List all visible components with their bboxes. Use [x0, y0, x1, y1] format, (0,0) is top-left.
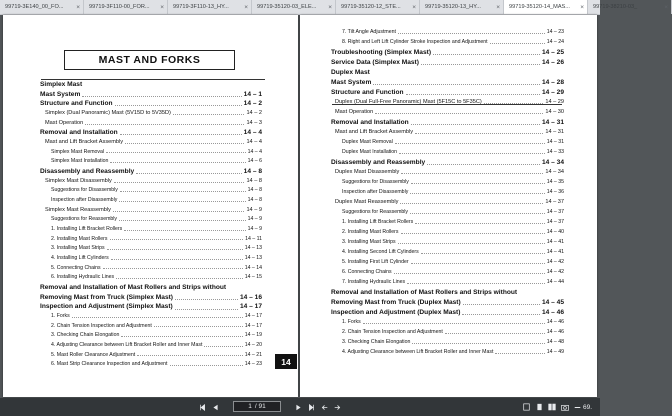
- toc-leader: [400, 202, 543, 204]
- toc-page-number: 14 – 19: [244, 332, 262, 339]
- toc-label: Troubleshooting (Simplex Mast): [331, 49, 432, 56]
- toc-entry[interactable]: [45, 140, 262, 146]
- toc-page-number: 14 – 45: [542, 299, 564, 306]
- toc-leader: [395, 142, 545, 144]
- toc-label: Suggestions for Disassembly: [51, 187, 118, 194]
- toc-page-number: 14 – 20: [244, 342, 262, 349]
- toc-leader: [415, 222, 544, 224]
- toc-page-number: 14 – 1: [243, 90, 262, 98]
- tab-document[interactable]: [84, 0, 168, 14]
- toc-label: 3. Installing Mast Strips: [51, 245, 105, 252]
- toc-label: 8. Right and Left Lift Cylinder Stroke Inspection and Adjustment: [342, 39, 488, 45]
- toc-label: Duplex Mast Removal: [342, 139, 393, 145]
- toc-page-number: 14 – 3: [246, 119, 262, 126]
- toc-leader: [375, 112, 543, 114]
- toc-leader: [110, 161, 245, 163]
- next-page-icon[interactable]: [292, 398, 304, 416]
- toc-leader: [119, 219, 246, 221]
- toc-leader: [85, 123, 244, 125]
- toc-entry[interactable]: [40, 101, 262, 108]
- close-icon[interactable]: ×: [496, 3, 500, 11]
- toc-leader: [113, 210, 245, 212]
- toc-label: 2. Chain Tension Inspection and Adjustment: [342, 329, 443, 335]
- page-number-field[interactable]: [233, 401, 281, 412]
- toc-page-number: 14 – 40: [546, 229, 564, 235]
- page-count: / 91: [254, 403, 266, 410]
- toc-label: 4. Installing Second Lift Cylinders: [342, 249, 419, 255]
- toc-label: Simplex Mast Disassembly: [45, 177, 112, 184]
- toc-label: 5. Mast Roller Clearance Adjustment: [51, 351, 136, 358]
- toc-leader: [72, 316, 243, 318]
- toc-entry[interactable]: [51, 333, 262, 338]
- toc-entry[interactable]: [40, 82, 262, 89]
- toc-label: Inspection after Disassembly: [342, 189, 409, 195]
- toc-entry[interactable]: [342, 210, 564, 215]
- toc-leader: [411, 123, 540, 125]
- toc-entry[interactable]: [40, 295, 262, 302]
- first-page-icon[interactable]: [196, 398, 208, 416]
- toc-label: 6. Mast Strip Clearance Inspection and Adjustment: [51, 361, 168, 368]
- toc-page-number: 14 – 14: [244, 264, 262, 271]
- toc-entry[interactable]: [51, 159, 262, 164]
- toc-label: 1. Forks: [51, 313, 70, 320]
- toc-page-number: 14 – 21: [244, 351, 262, 358]
- tab-document[interactable]: [420, 0, 504, 14]
- toc-leader: [136, 172, 241, 174]
- toc-entry[interactable]: [342, 240, 564, 245]
- toc-entry[interactable]: [342, 220, 564, 225]
- tab-document[interactable]: [168, 0, 252, 14]
- toc-entry[interactable]: [342, 260, 564, 265]
- close-icon[interactable]: ×: [664, 3, 668, 11]
- toc-entry[interactable]: [331, 90, 564, 97]
- toc-label: 2. Installing Mast Rollers: [342, 229, 399, 235]
- toc-page-number: 14 – 36: [546, 189, 564, 195]
- toc-entry[interactable]: [51, 217, 262, 222]
- toc-page-number: 14 – 41: [546, 249, 564, 255]
- toc-leader: [154, 325, 243, 327]
- toc-page-number: 14 – 28: [542, 79, 564, 86]
- toc-leader: [106, 151, 246, 153]
- toc-page-number: 14 – 35: [546, 179, 564, 185]
- toc-label: Duplex Mast: [331, 69, 370, 76]
- toc-page-number: 14 – 42: [546, 259, 564, 265]
- tab-document[interactable]: [336, 0, 420, 14]
- toc-label: Mast System: [331, 79, 372, 86]
- toc-entry[interactable]: [51, 314, 262, 319]
- toc-leader: [125, 142, 244, 144]
- toc-label: 3. Checking Chain Elongation: [342, 339, 411, 345]
- toc-page-number: 14 – 17: [244, 322, 262, 329]
- toc-leader: [415, 132, 543, 134]
- page-heading: MAST AND FORKS: [64, 50, 235, 70]
- toc-entry[interactable]: [335, 170, 564, 176]
- toc-page-number: 14 – 29: [542, 89, 564, 96]
- toc-label: 6. Installing Hydraulic Lines: [51, 274, 115, 281]
- toc-page-number: 14 – 37: [546, 219, 564, 225]
- toc-entry[interactable]: [51, 188, 262, 193]
- toc-label: Removal and Installation of Mast Rollers and Strips without: [40, 284, 227, 292]
- toc-leader: [111, 258, 243, 260]
- tab-title: 99719-35120-13_HY...: [425, 4, 481, 10]
- toc-leader: [463, 303, 540, 305]
- toc-entry[interactable]: [342, 150, 564, 155]
- toc-leader: [121, 335, 242, 337]
- toc-label: Structure and Function: [331, 89, 404, 96]
- tab-document[interactable]: [0, 0, 84, 14]
- toc-leader: [421, 63, 540, 65]
- toc-label: Mast and Lift Bracket Assembly: [335, 129, 414, 135]
- toc-label: Mast and Lift Bracket Assembly: [45, 139, 124, 146]
- close-icon[interactable]: ×: [412, 3, 416, 11]
- toc-page-number: 14 – 15: [244, 274, 262, 281]
- tab-bar: [0, 0, 668, 15]
- toc-page-number: 14 – 11: [245, 235, 262, 242]
- toc-leader: [462, 313, 540, 315]
- toc-entry[interactable]: [342, 340, 564, 345]
- toc-leader: [484, 102, 544, 104]
- toc-page-number: 14 – 4: [243, 129, 262, 137]
- toc-entry[interactable]: [342, 190, 564, 195]
- toc-entry[interactable]: [40, 130, 262, 137]
- toc-label: 6. Connecting Chains: [342, 269, 392, 275]
- toc-leader: [398, 32, 545, 34]
- toc-page-number: 14 – 2: [243, 100, 262, 108]
- toc-label: 1. Forks: [342, 319, 361, 325]
- toc-entry[interactable]: [342, 230, 564, 235]
- toc-label: Structure and Function: [40, 100, 113, 108]
- toc-entry[interactable]: [331, 70, 564, 77]
- toc-page-number: 14 – 17: [244, 313, 262, 320]
- tab-document[interactable]: [252, 0, 336, 14]
- toc-leader: [410, 212, 545, 214]
- toc-entry[interactable]: [51, 150, 262, 155]
- toc-label: Duplex Mast Disassembly: [335, 169, 400, 175]
- close-icon[interactable]: ×: [244, 3, 248, 11]
- toc-label: 4. Installing Lift Cylinders: [51, 255, 109, 262]
- toc-entry[interactable]: [342, 280, 564, 285]
- toc-page-number: 14 – 49: [546, 349, 564, 355]
- toc-page-number: 14 – 31: [542, 119, 564, 126]
- current-page: 1: [248, 403, 252, 410]
- toc-page-number: 14 – 9: [247, 226, 262, 233]
- toc-label: Removal and Installation of Mast Rollers and Strips without: [331, 289, 518, 296]
- toc-leader: [110, 238, 244, 240]
- toc-label: 1. Installing Lift Bracket Rollers: [51, 226, 123, 233]
- toc-label: Removing Mast from Truck (Duplex Mast): [331, 299, 461, 306]
- toc-page-number: 14 – 37: [546, 209, 564, 215]
- toc-entry[interactable]: [335, 200, 564, 206]
- snapshot-icon[interactable]: [559, 398, 571, 416]
- toc-leader: [120, 133, 242, 135]
- toc-leader: [407, 282, 545, 284]
- toc-page-number: 14 – 34: [545, 169, 564, 175]
- toc-leader: [124, 229, 245, 231]
- toc-label: Removal and Installation: [40, 129, 118, 137]
- toc-label: 4. Adjusting Clearance between Lift Bracket Roller and Inner Mast: [342, 349, 494, 355]
- toc-leader: [114, 181, 245, 183]
- single-page-icon[interactable]: [533, 398, 545, 416]
- back-icon[interactable]: [318, 398, 330, 416]
- toc-page-number: 14 – 13: [244, 255, 262, 262]
- toc-entry[interactable]: [331, 120, 564, 127]
- toc-label: Suggestions for Reassembly: [342, 209, 409, 215]
- toc-leader: [401, 172, 543, 174]
- toc-page-number: 14 – 33: [546, 149, 564, 155]
- toc-leader: [412, 342, 544, 344]
- pdf-toolbar: [0, 398, 600, 416]
- toc-leader: [399, 152, 545, 154]
- toc-leader: [82, 95, 241, 97]
- toc-entry[interactable]: [342, 140, 564, 145]
- toc-entry[interactable]: [51, 227, 262, 232]
- toc-label: Suggestions for Disassembly: [342, 179, 409, 185]
- toc-page-number: 14 – 31: [545, 129, 564, 135]
- toc-label: Disassembly and Reassembly: [331, 159, 426, 166]
- toc-page-number: 14 – 9: [247, 216, 262, 223]
- toc-label: Simplex (Dual Panoramic) Mast (5V15D to 5V35D): [45, 110, 171, 116]
- toc-entry[interactable]: [40, 169, 262, 176]
- toc-label: 7. Tilt Angle Adjustment: [342, 29, 396, 35]
- toc-page-number: 14 – 16: [240, 293, 262, 301]
- tab-document[interactable]: [588, 0, 672, 14]
- toc-label: Simplex Mast Installation: [51, 158, 109, 165]
- fit-page-icon[interactable]: [520, 398, 532, 416]
- tab-document[interactable]: [504, 0, 588, 14]
- toc-page-number: 14 – 8: [247, 197, 262, 204]
- toc-entry[interactable]: [342, 320, 564, 325]
- toc-entry[interactable]: [342, 330, 564, 335]
- toc-entry[interactable]: [51, 353, 262, 358]
- toc-page-number: 14 – 46: [542, 309, 564, 316]
- toc-entry[interactable]: [342, 270, 564, 275]
- toc-leader: [411, 182, 545, 184]
- toc-label: Simplex Mast Removal: [51, 148, 105, 155]
- toc-page-number: 14 – 48: [546, 339, 564, 345]
- tab-title: 99719-35120-03_ELE...: [257, 4, 317, 10]
- toc-page-number: 14 – 24: [546, 39, 564, 45]
- toc-entry[interactable]: [45, 121, 262, 127]
- toc-entry[interactable]: [335, 110, 564, 116]
- toc-label: Simplex Mast Reassembly: [45, 206, 111, 213]
- toc-entry[interactable]: [335, 130, 564, 136]
- toc-entry[interactable]: [40, 285, 262, 292]
- close-icon[interactable]: ×: [328, 3, 332, 11]
- document-viewer[interactable]: [0, 15, 600, 397]
- toc-label: Removal and Installation: [331, 119, 409, 126]
- toc-page-number: 14 – 30: [545, 109, 564, 115]
- toc-leader: [401, 232, 545, 234]
- toc-entry[interactable]: [342, 250, 564, 255]
- toc-page-number: 14 – 4: [246, 139, 262, 146]
- toc-label: 5. Installing First Lift Cylinder: [342, 259, 409, 265]
- toc-page-number: 14 – 2: [246, 110, 262, 116]
- toc-label: Inspection after Disassembly: [51, 197, 118, 204]
- toc-entry[interactable]: [51, 246, 262, 251]
- close-icon[interactable]: ×: [160, 3, 164, 11]
- toc-page-number: 14 – 8: [243, 168, 262, 176]
- toc-page-number: 14 – 23: [546, 29, 564, 35]
- toc-leader: [137, 354, 242, 356]
- toc-entry[interactable]: [51, 237, 262, 242]
- toc-page-number: 14 – 44: [546, 279, 564, 285]
- toc-label: 2. Installing Mast Rollers: [51, 235, 108, 242]
- toc-entry[interactable]: [342, 30, 564, 35]
- toc-leader: [490, 42, 545, 44]
- toc-leader: [116, 277, 243, 279]
- toc-entry[interactable]: [342, 350, 564, 355]
- toc-leader: [175, 308, 238, 310]
- toc-label: 5. Connecting Chains: [51, 264, 101, 271]
- tab-title: 99719-38210-03_: [593, 4, 638, 10]
- forward-icon[interactable]: [331, 398, 343, 416]
- toc-entry[interactable]: [51, 198, 262, 203]
- toc-entry[interactable]: [51, 256, 262, 261]
- toc-leader: [119, 200, 245, 202]
- toc-page-number: 14 – 13: [244, 245, 262, 252]
- toc-leader: [175, 298, 238, 300]
- zoom-level[interactable]: 69.: [583, 403, 593, 411]
- toc-leader: [173, 113, 245, 115]
- toc-leader: [170, 364, 243, 366]
- toc-page-number: 14 – 26: [542, 59, 564, 66]
- toc-entry[interactable]: [342, 180, 564, 185]
- toc-leader: [433, 53, 540, 55]
- toc-label: 4. Adjusting Clearance between Lift Bracket Roller and Inner Mast: [51, 342, 203, 349]
- tab-title: 99719-35120-12_STE...: [341, 4, 401, 10]
- toc-page-number: 14 – 37: [545, 199, 564, 205]
- toc-page-number: 14 – 46: [546, 319, 564, 325]
- toc-entry[interactable]: [331, 60, 564, 67]
- prev-page-icon[interactable]: [209, 398, 221, 416]
- toc-label: Mast System: [40, 90, 81, 98]
- last-page-icon[interactable]: [305, 398, 317, 416]
- tab-title: 99719-3F110-13_HY...: [173, 4, 229, 10]
- toc-label: Simplex Mast: [40, 81, 83, 88]
- toc-entry[interactable]: [40, 92, 262, 99]
- toc-entry[interactable]: [331, 160, 564, 167]
- toc-entry[interactable]: [51, 266, 262, 271]
- toc-label: 2. Chain Tension Inspection and Adjustment: [51, 322, 152, 329]
- toc-label: Removing Mast from Truck (Simplex Mast): [40, 293, 174, 301]
- tab-title: 99719-3F110-00_FOR...: [89, 4, 150, 10]
- toc-leader: [398, 242, 545, 244]
- toc-label: 7. Installing Hydraulic Lines: [342, 279, 406, 285]
- toc-leader: [120, 190, 246, 192]
- toc-leader: [373, 83, 540, 85]
- toc-leader: [410, 192, 544, 194]
- toc-leader: [406, 93, 540, 95]
- toc-leader: [495, 352, 544, 354]
- toc-entry[interactable]: [45, 111, 262, 117]
- toc-leader: [115, 104, 242, 106]
- toc-entry[interactable]: [51, 343, 262, 348]
- toc-entry[interactable]: [331, 290, 564, 297]
- toc-page-number: 14 – 8: [246, 177, 262, 184]
- toc-page-number: 14 – 42: [546, 269, 564, 275]
- toc-leader: [204, 345, 242, 347]
- toc-leader: [421, 252, 545, 254]
- close-icon[interactable]: ×: [76, 3, 80, 11]
- toc-entry[interactable]: [331, 50, 564, 57]
- toc-page-number: 14 – 29: [545, 99, 564, 105]
- heading-rule: [41, 79, 265, 80]
- left-page: [3, 15, 298, 397]
- tab-title: 99719-35120-14_MAS...: [509, 4, 570, 10]
- toc-page-number: 14 – 9: [246, 206, 262, 213]
- toc-label: Service Data (Simplex Mast): [331, 59, 419, 66]
- toc-label: Mast Operation: [335, 109, 374, 115]
- tab-title: 99719-3E140_00_FO...: [5, 4, 64, 10]
- toc-entry[interactable]: [331, 80, 564, 87]
- toc-label: Duplex Mast Reassembly: [335, 199, 399, 205]
- toc-leader: [363, 322, 545, 324]
- toc-leader: [427, 163, 540, 165]
- toc-label: Duplex (Dual Full-Free Panoramic) Mast (5F15C to 5F35C): [335, 99, 482, 105]
- two-page-icon[interactable]: [546, 398, 558, 416]
- toc-label: Mast Operation: [45, 119, 84, 126]
- toc-label: 3. Checking Chain Elongation: [51, 332, 120, 339]
- toc-label: Inspection and Adjustment (Duplex Mast): [331, 309, 461, 316]
- toc-entry[interactable]: [331, 300, 564, 307]
- toc-page-number: 14 – 17: [240, 303, 262, 311]
- toc-entry[interactable]: [335, 100, 564, 106]
- right-page: [300, 15, 597, 397]
- toc-leader: [445, 332, 545, 334]
- toc-label: 3. Installing Mast Strips: [342, 239, 396, 245]
- toc-entry[interactable]: [51, 275, 262, 280]
- toc-page-number: 14 – 6: [247, 158, 262, 165]
- toc-page-number: 14 – 8: [247, 187, 262, 194]
- toc-entry[interactable]: [45, 179, 262, 185]
- toc-entry[interactable]: [331, 310, 564, 317]
- toc-leader: [411, 262, 545, 264]
- toc-page-number: 14 – 4: [247, 148, 262, 155]
- toc-page-number: 14 – 41: [546, 239, 564, 245]
- toc-entry[interactable]: [45, 208, 262, 214]
- toc-page-number: 14 – 25: [542, 49, 564, 56]
- section-tab: 14: [275, 354, 297, 369]
- toc-entry[interactable]: [51, 324, 262, 329]
- toc-page-number: 14 – 31: [546, 139, 564, 145]
- zoom-out-icon[interactable]: [572, 398, 582, 416]
- toc-leader: [107, 248, 243, 250]
- toc-entry[interactable]: [342, 40, 564, 45]
- toc-page-number: 14 – 46: [546, 329, 564, 335]
- toc-leader: [394, 272, 545, 274]
- toc-label: Suggestions for Reassembly: [51, 216, 118, 223]
- toc-label: Inspection and Adjustment (Simplex Mast): [40, 303, 173, 311]
- toc-entry[interactable]: [51, 362, 262, 367]
- toc-label: 1. Installing Lift Bracket Rollers: [342, 219, 414, 225]
- toc-page-number: 14 – 34: [542, 159, 564, 166]
- toc-page-number: 14 – 23: [244, 361, 262, 368]
- toc-entry[interactable]: [40, 304, 262, 311]
- close-icon[interactable]: ×: [580, 3, 584, 11]
- toc-leader: [103, 267, 243, 269]
- toc-label: Disassembly and Reassembly: [40, 168, 135, 176]
- toc-label: Duplex Mast Installation: [342, 149, 398, 155]
